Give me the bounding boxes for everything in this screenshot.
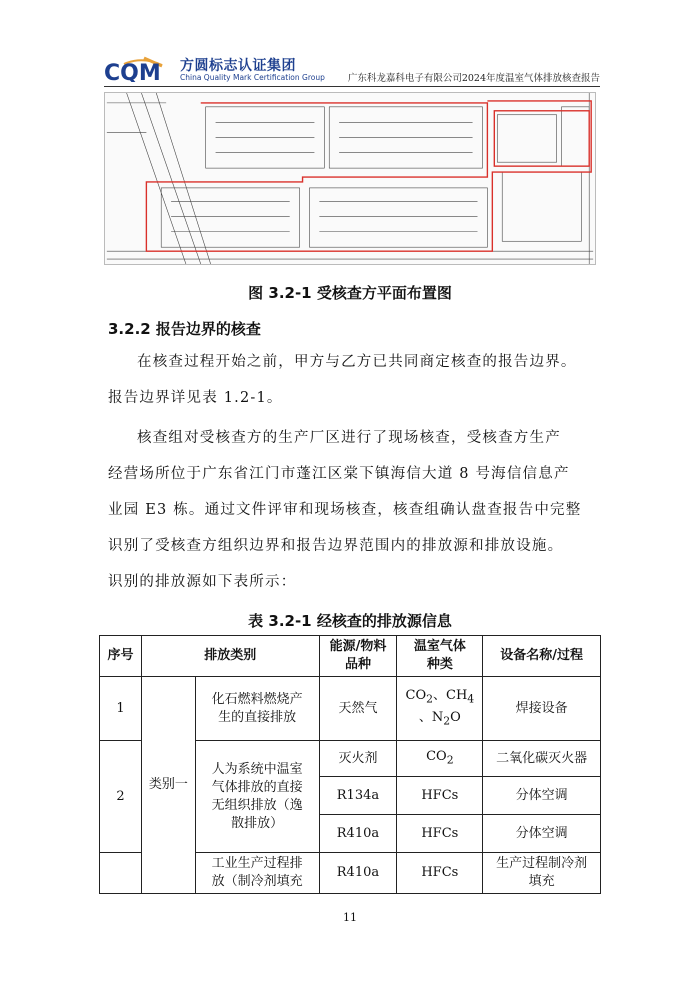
cell-equipment: 生产过程制冷剂 填充	[483, 853, 601, 894]
cell-equipment: 二氧化碳灭火器	[483, 741, 601, 777]
header-ghg: 温室气体 种类	[397, 636, 483, 677]
cell-subcategory: 工业生产过程排 放（制冷剂填充	[195, 853, 319, 894]
cell-ghg: HFCs	[397, 777, 483, 815]
paragraph-site-verification	[108, 420, 596, 600]
cell-ghg: HFCs	[397, 815, 483, 853]
cell-equipment: 焊接设备	[483, 677, 601, 741]
cell-seq	[100, 853, 142, 894]
header-category: 排放类别	[141, 636, 319, 677]
cell-energy: R410a	[319, 815, 397, 853]
header-energy: 能源/物料 品种	[319, 636, 397, 677]
cell-energy: R134a	[319, 777, 397, 815]
table-caption: 表 3.2-1 经核查的排放源信息	[248, 612, 452, 630]
paragraph-line: 业园 E3 栋。通过文件评审和现场核查，核查组确认盘查报告中完整	[108, 502, 582, 518]
table-header-row	[100, 636, 601, 677]
cell-seq: 2	[100, 741, 142, 853]
logo-text: CQM	[104, 61, 161, 82]
page-number: 11	[343, 911, 357, 924]
cell-ghg: HFCs	[397, 853, 483, 894]
header-seq: 序号	[100, 636, 142, 677]
paragraph-line: 在核查过程开始之前，甲方与乙方已共同商定核查的报告边界。	[137, 354, 577, 370]
site-plan-drawing	[104, 92, 596, 265]
paragraph-line: 核查组对受核查方的生产厂区进行了现场核查，受核查方生产	[137, 430, 561, 446]
paragraph-boundary-agreement	[108, 344, 596, 416]
paragraph-line: 识别的排放源如下表所示：	[108, 574, 297, 590]
table-row	[100, 677, 601, 741]
paragraph-line: 经营场所位于广东省江门市蓬江区棠下镇海信大道 8 号海信信息产	[108, 466, 570, 482]
paragraph-line: 报告边界详见表 1.2-1。	[108, 390, 283, 406]
cqm-logo-icon	[104, 56, 174, 82]
section-title: 3.2.2 报告边界的核查	[108, 320, 261, 338]
org-name-en: China Quality Mark Certification Group	[180, 73, 325, 82]
paragraph-line: 识别了受核查方组织边界和报告边界范围内的排放源和排放设施。	[108, 538, 564, 554]
cell-ghg: $CO_2$	[397, 741, 483, 777]
cell-equipment: 分体空调	[483, 815, 601, 853]
header-divider	[104, 86, 600, 87]
cell-seq: 1	[100, 677, 142, 741]
header-equipment: 设备名称/过程	[483, 636, 601, 677]
cell-ghg: $CO_2$、$CH_4$ 、$N_2O$	[397, 677, 483, 741]
report-title: 广东科龙嘉科电子有限公司2024年度温室气体排放核查报告	[347, 73, 600, 84]
cell-equipment: 分体空调	[483, 777, 601, 815]
cell-category-group: 类别一	[141, 677, 195, 894]
emission-source-table	[99, 635, 601, 894]
cell-subcategory: 人为系统中温室 气体排放的直接 无组织排放（逸 散排放）	[195, 741, 319, 853]
org-name-cn: 方圆标志认证集团	[180, 58, 296, 74]
page-header	[104, 52, 600, 86]
cell-energy: 灭火剂	[319, 741, 397, 777]
figure-caption: 图 3.2-1 受核查方平面布置图	[248, 284, 452, 302]
cell-subcategory: 化石燃料燃烧产 生的直接排放	[195, 677, 319, 741]
cell-energy: 天然气	[319, 677, 397, 741]
cell-energy: R410a	[319, 853, 397, 894]
